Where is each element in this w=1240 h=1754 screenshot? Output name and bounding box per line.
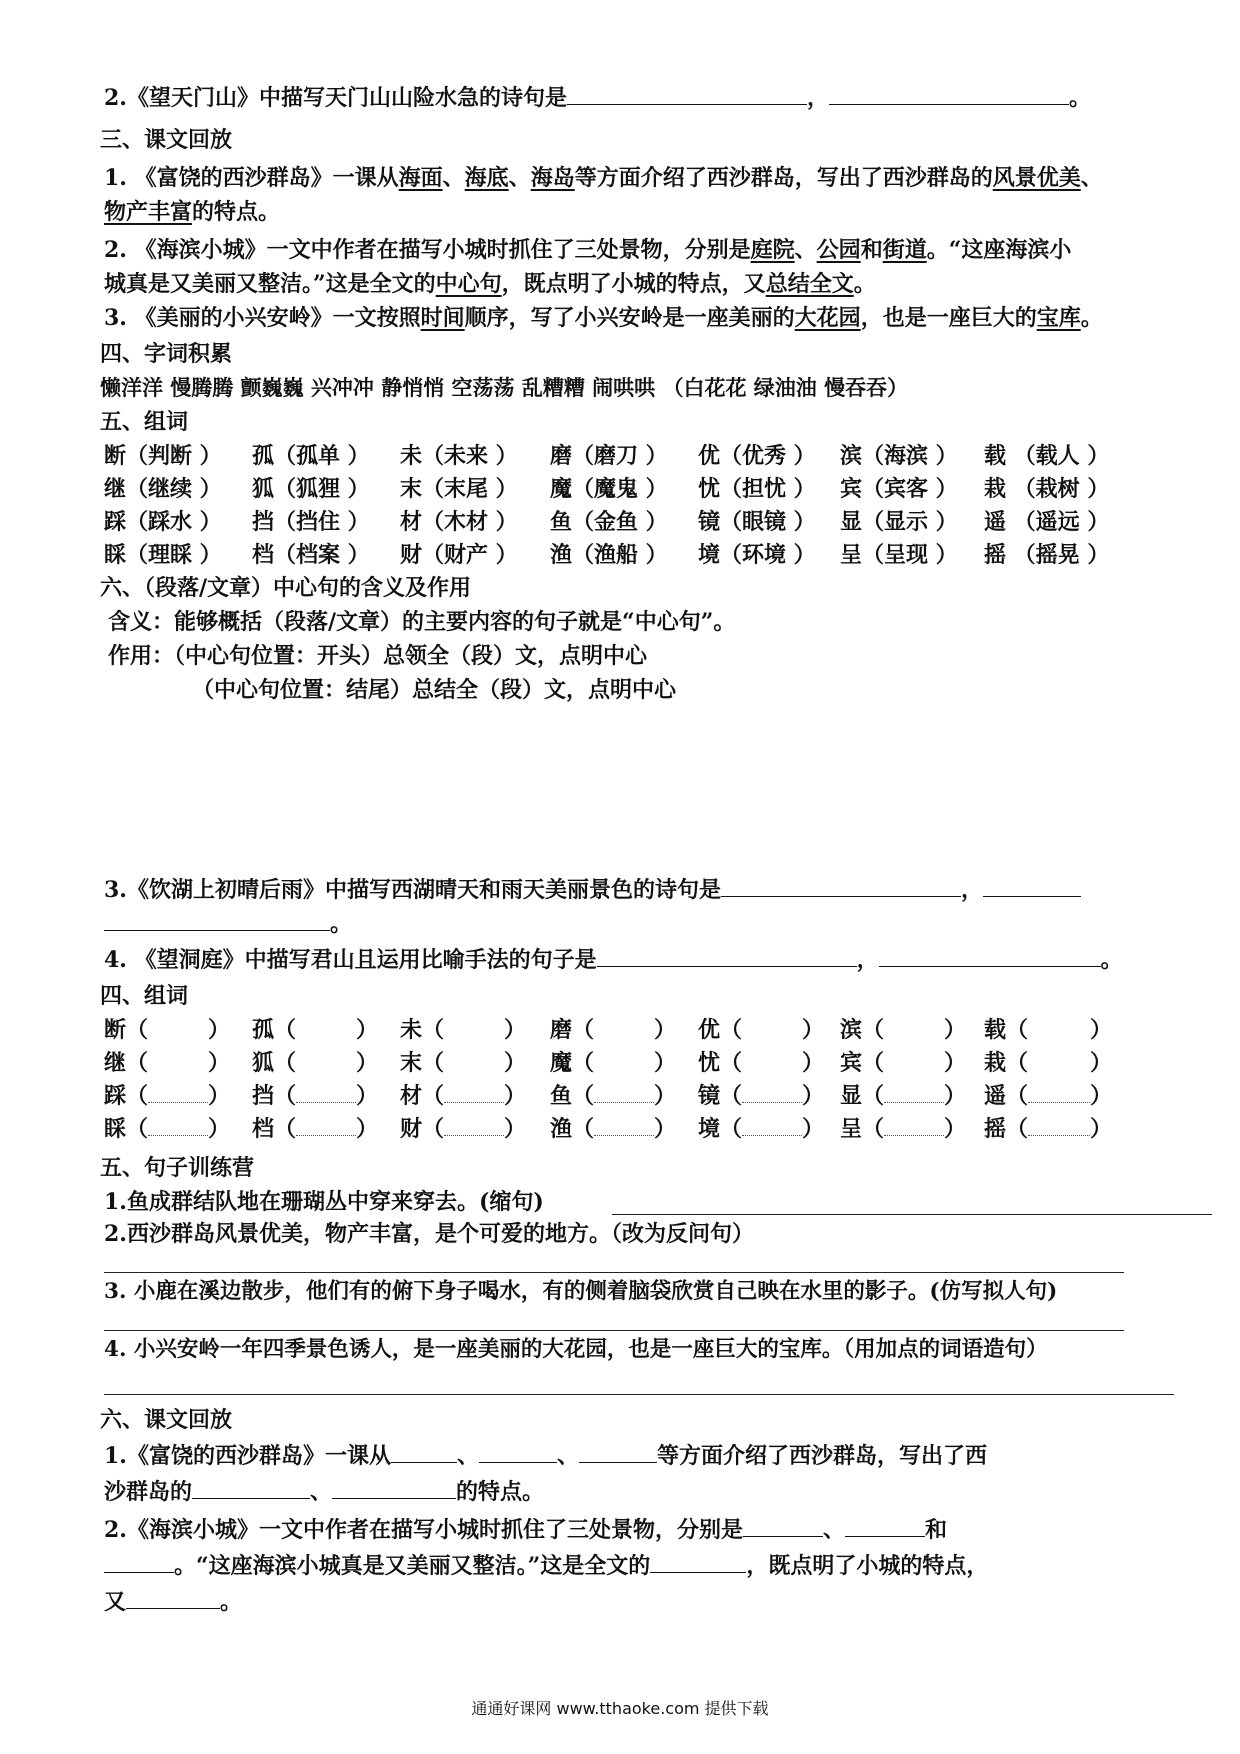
zuci-blank-cell bbox=[252, 1014, 378, 1046]
paren-close: ） bbox=[802, 1050, 825, 1076]
paren-open: （ bbox=[1006, 1017, 1029, 1043]
zuci-answer-cell: 末（末尾 ） bbox=[400, 476, 518, 502]
zuci-char: 境 bbox=[698, 1116, 721, 1142]
zuci-answer-cell: 磨（磨刀 ） bbox=[550, 443, 668, 469]
zuci-answer-cell: 显（显示 ） bbox=[840, 509, 958, 535]
zuci-answer-cell: 孤（孤单 ） bbox=[252, 443, 370, 469]
paren-open: （ bbox=[126, 1083, 149, 1109]
paren-open: （ bbox=[126, 1050, 149, 1076]
zuci-char: 宾 bbox=[840, 1050, 863, 1076]
zuci-blank-cell bbox=[104, 1014, 230, 1046]
paren-open: （ bbox=[274, 1050, 297, 1076]
paren-close: ） bbox=[802, 1017, 825, 1043]
answer-line[interactable] bbox=[104, 1330, 1124, 1331]
answer-blank[interactable] bbox=[104, 1550, 174, 1573]
paren-open: （ bbox=[572, 1116, 595, 1142]
paren-close: ） bbox=[944, 1116, 967, 1142]
paren-close: ） bbox=[208, 1050, 231, 1076]
recall-blank-line: 。“这座海滨小城真是又美丽又整洁。”这是全文的 ，既点明了小城的特点， bbox=[104, 1550, 1240, 1582]
question-2-line: 2.《望天门山》中描写天门山山险水急的诗句是 ， 。 bbox=[104, 82, 1240, 114]
paren-close: ） bbox=[208, 1116, 231, 1142]
paren-open: （ bbox=[1006, 1050, 1029, 1076]
recall-blank-line: 1.《富饶的西沙群岛》一课从 、 、 等方面介绍了西沙群岛，写出了西 bbox=[104, 1440, 1240, 1472]
zuci-blank-cell bbox=[698, 1014, 824, 1046]
zuci-blank-cell bbox=[984, 1047, 1112, 1079]
zuci-char: 挡 bbox=[252, 1083, 275, 1109]
sentence-2: 2.西沙群岛风景优美，物产丰富，是个可爱的地方。（改为反问句） bbox=[104, 1221, 754, 1247]
recall-line: 2. 《海滨小城》一文中作者在描写小城时抓住了三处景物，分别是庭院、公园和街道。“这座海滨小 bbox=[104, 237, 1072, 263]
zuci-char: 遥 bbox=[984, 1083, 1007, 1109]
paren-open: （ bbox=[274, 1017, 297, 1043]
section-title: 六、课文回放 bbox=[100, 1407, 233, 1433]
answer-gap[interactable] bbox=[884, 1082, 944, 1103]
zuci-answer-cell: 遥 （遥远 ） bbox=[984, 509, 1110, 535]
zuci-char: 断 bbox=[104, 1017, 127, 1043]
question-3-line-2: 。 bbox=[104, 908, 1240, 940]
zuci-answer-cell: 鱼（金鱼 ） bbox=[550, 509, 668, 535]
answer-blank[interactable] bbox=[391, 1440, 457, 1463]
zuci-char: 优 bbox=[698, 1017, 721, 1043]
zuci-blank-cell bbox=[400, 1080, 526, 1112]
zuci-answer-cell: 狐（狐狸 ） bbox=[252, 476, 370, 502]
zuci-answer-cell: 优（优秀 ） bbox=[698, 443, 816, 469]
zuci-blank-cell bbox=[104, 1113, 230, 1145]
section-title: 四、字词积累 bbox=[100, 341, 233, 367]
answer-line[interactable] bbox=[104, 1394, 1174, 1395]
sentence-3: 3. 小鹿在溪边散步，他们有的俯下身子喝水，有的侧着脑袋欣赏自己映在水里的影子。(仿写拟人句) bbox=[104, 1279, 1058, 1304]
zuci-char: 滨 bbox=[840, 1017, 863, 1043]
answer-gap[interactable] bbox=[742, 1115, 802, 1136]
paren-close: ） bbox=[504, 1050, 527, 1076]
zuci-answer-cell: 滨（海滨 ） bbox=[840, 443, 958, 469]
paren-close: ） bbox=[504, 1017, 527, 1043]
zuci-char: 魔 bbox=[550, 1050, 573, 1076]
zuci-blank-cell bbox=[840, 1014, 966, 1046]
paren-open: （ bbox=[1006, 1116, 1029, 1142]
answer-blank[interactable] bbox=[983, 874, 1081, 897]
answer-blank[interactable] bbox=[579, 1440, 657, 1463]
recall-blank-line: 又 。 bbox=[104, 1586, 1240, 1618]
zuci-answer-cell: 载 （载人 ） bbox=[984, 443, 1110, 469]
zuci-blank-cell bbox=[252, 1047, 378, 1079]
answer-blank[interactable] bbox=[597, 944, 857, 967]
paren-close: ） bbox=[1090, 1116, 1113, 1142]
paren-open: （ bbox=[862, 1083, 885, 1109]
zuci-blank-cell bbox=[984, 1113, 1112, 1145]
zuci-blank-cell bbox=[550, 1113, 676, 1145]
question-4-line: 4. 《望洞庭》中描写君山且运用比喻手法的句子是 ， 。 bbox=[104, 944, 1240, 976]
zuci-blank-cell bbox=[400, 1113, 526, 1145]
zuci-blank-cell bbox=[400, 1047, 526, 1079]
paren-close: ） bbox=[356, 1116, 379, 1142]
paren-open: （ bbox=[720, 1083, 743, 1109]
zuci-blank-cell bbox=[840, 1113, 966, 1145]
zuci-answer-cell: 栽 （栽树 ） bbox=[984, 476, 1110, 502]
zuci-answer-cell: 渔（渔船 ） bbox=[550, 542, 668, 568]
zuci-blank-cell bbox=[984, 1014, 1112, 1046]
zuci-char: 狐 bbox=[252, 1050, 275, 1076]
answer-blank[interactable] bbox=[743, 1514, 823, 1537]
zuci-char: 孤 bbox=[252, 1017, 275, 1043]
zuci-char: 继 bbox=[104, 1050, 127, 1076]
zuci-char: 载 bbox=[984, 1017, 1007, 1043]
zuci-blank-cell bbox=[252, 1113, 378, 1145]
paren-open: （ bbox=[422, 1116, 445, 1142]
paren-close: ） bbox=[654, 1083, 677, 1109]
section-title: 六、（段落/文章）中心句的含义及作用 bbox=[100, 575, 472, 601]
recall-line: 1. 《富饶的西沙群岛》一课从海面、海底、海岛等方面介绍了西沙群岛，写出了西沙群岛的风景优美、 bbox=[104, 165, 1103, 191]
paren-open: （ bbox=[862, 1116, 885, 1142]
zuci-answer-cell: 档（档案 ） bbox=[252, 542, 370, 568]
answer-blank[interactable] bbox=[104, 908, 330, 931]
sentence-1: 1.鱼成群结队地在珊瑚丛中穿来穿去。(缩句) bbox=[104, 1189, 544, 1215]
paren-close: ） bbox=[944, 1050, 967, 1076]
zuci-answer-cell: 睬（理睬 ） bbox=[104, 542, 222, 568]
zuci-blank-cell bbox=[550, 1047, 676, 1079]
zuci-blank-cell bbox=[104, 1080, 230, 1112]
answer-blank[interactable] bbox=[126, 1586, 220, 1609]
section-title: 四、组词 bbox=[100, 983, 189, 1009]
answer-blank[interactable] bbox=[829, 82, 1069, 105]
recall-blank-line: 2.《海滨小城》一文中作者在描写小城时抓住了三处景物，分别是 、 和 bbox=[104, 1514, 1240, 1546]
zuci-char: 显 bbox=[840, 1083, 863, 1109]
footer-credit: 通通好课网 www.tthaoke.com 提供下载 bbox=[471, 1699, 769, 1718]
zuci-blank-cell bbox=[104, 1047, 230, 1079]
recall-line: 城真是又美丽又整洁。”这是全文的中心句，既点明了小城的特点，又总结全文。 bbox=[104, 271, 876, 297]
zuci-blank-cell bbox=[698, 1113, 824, 1145]
paren-close: ） bbox=[356, 1017, 379, 1043]
recall-line: 3. 《美丽的小兴安岭》一文按照时间顺序，写了小兴安岭是一座美丽的大花园，也是一座巨大的宝库。 bbox=[104, 305, 1103, 331]
zuci-blank-cell bbox=[550, 1080, 676, 1112]
answer-blank[interactable] bbox=[721, 874, 961, 897]
answer-blank[interactable] bbox=[567, 82, 807, 105]
zuci-char: 踩 bbox=[104, 1083, 127, 1109]
paren-close: ） bbox=[1090, 1017, 1113, 1043]
zuci-char: 睬 bbox=[104, 1116, 127, 1142]
paren-open: （ bbox=[572, 1083, 595, 1109]
recall-blank-line: 沙群岛的 、 的特点。 bbox=[104, 1476, 1240, 1508]
section-title: 三、课文回放 bbox=[100, 127, 233, 153]
zuci-answer-cell: 挡（挡住 ） bbox=[252, 509, 370, 535]
zuci-char: 镜 bbox=[698, 1083, 721, 1109]
zuci-answer-cell: 材（木材 ） bbox=[400, 509, 518, 535]
zuci-char: 磨 bbox=[550, 1017, 573, 1043]
answer-blank[interactable] bbox=[650, 1550, 746, 1573]
paren-close: ） bbox=[802, 1116, 825, 1142]
zuci-answer-cell: 未（未来 ） bbox=[400, 443, 518, 469]
answer-line[interactable] bbox=[104, 1272, 1124, 1273]
paren-close: ） bbox=[504, 1083, 527, 1109]
zuci-char: 摇 bbox=[984, 1116, 1007, 1142]
paren-open: （ bbox=[720, 1050, 743, 1076]
zuci-char: 财 bbox=[400, 1116, 423, 1142]
paren-open: （ bbox=[572, 1050, 595, 1076]
zuci-blank-cell bbox=[550, 1014, 676, 1046]
answer-blank[interactable] bbox=[479, 1440, 557, 1463]
answer-gap[interactable] bbox=[444, 1082, 504, 1103]
section-title: 五、组词 bbox=[100, 409, 189, 435]
recall-line: 物产丰富的特点。 bbox=[104, 199, 281, 225]
zuci-char: 忧 bbox=[698, 1050, 721, 1076]
paren-open: （ bbox=[862, 1017, 885, 1043]
paren-close: ） bbox=[208, 1083, 231, 1109]
zuci-char: 材 bbox=[400, 1083, 423, 1109]
answer-gap[interactable] bbox=[594, 1082, 654, 1103]
zuci-blank-cell bbox=[698, 1080, 824, 1112]
zuci-answer-cell: 镜（眼镜 ） bbox=[698, 509, 816, 535]
answer-gap[interactable] bbox=[884, 1115, 944, 1136]
paren-close: ） bbox=[654, 1050, 677, 1076]
zuci-char: 档 bbox=[252, 1116, 275, 1142]
answer-gap[interactable] bbox=[444, 1115, 504, 1136]
zuci-char: 鱼 bbox=[550, 1083, 573, 1109]
question-3-line: 3.《饮湖上初晴后雨》中描写西湖晴天和雨天美丽景色的诗句是 ， bbox=[104, 874, 1240, 906]
zuci-answer-cell: 踩（踩水 ） bbox=[104, 509, 222, 535]
answer-line[interactable] bbox=[612, 1214, 1212, 1215]
zuci-answer-cell: 财（财产 ） bbox=[400, 542, 518, 568]
paren-open: （ bbox=[422, 1050, 445, 1076]
zuci-answer-cell: 呈（呈现 ） bbox=[840, 542, 958, 568]
paren-close: ） bbox=[654, 1116, 677, 1142]
word-list: 懒洋洋 慢腾腾 颤巍巍 兴冲冲 静悄悄 空荡荡 乱糟糟 闹哄哄 （白花花 绿油油 慢吞吞） bbox=[100, 375, 909, 400]
paren-close: ） bbox=[1090, 1083, 1113, 1109]
answer-gap[interactable] bbox=[148, 1115, 208, 1136]
paren-open: （ bbox=[126, 1017, 149, 1043]
paren-open: （ bbox=[1006, 1083, 1029, 1109]
meaning-text: 含义：能够概括（段落/文章）的主要内容的句子就是“中心句”。 bbox=[108, 609, 736, 635]
answer-blank[interactable] bbox=[879, 944, 1101, 967]
zuci-blank-cell bbox=[840, 1080, 966, 1112]
zuci-blank-cell bbox=[400, 1014, 526, 1046]
paren-close: ） bbox=[654, 1017, 677, 1043]
answer-gap[interactable] bbox=[296, 1115, 356, 1136]
zuci-blank-cell bbox=[698, 1047, 824, 1079]
paren-close: ） bbox=[802, 1083, 825, 1109]
paren-close: ） bbox=[356, 1083, 379, 1109]
paren-open: （ bbox=[422, 1083, 445, 1109]
paren-open: （ bbox=[274, 1083, 297, 1109]
paren-open: （ bbox=[572, 1017, 595, 1043]
zuci-char: 渔 bbox=[550, 1116, 573, 1142]
paren-open: （ bbox=[422, 1017, 445, 1043]
zuci-answer-cell: 断（判断 ） bbox=[104, 443, 222, 469]
zuci-answer-cell: 宾（宾客 ） bbox=[840, 476, 958, 502]
paren-open: （ bbox=[126, 1116, 149, 1142]
zuci-answer-cell: 摇 （摇晃 ） bbox=[984, 542, 1110, 568]
zuci-answer-cell: 忧（担忧 ） bbox=[698, 476, 816, 502]
answer-gap[interactable] bbox=[1028, 1082, 1090, 1103]
answer-gap[interactable] bbox=[148, 1082, 208, 1103]
paren-close: ） bbox=[944, 1017, 967, 1043]
paren-open: （ bbox=[720, 1116, 743, 1142]
answer-blank[interactable] bbox=[845, 1514, 925, 1537]
zuci-blank-cell bbox=[252, 1080, 378, 1112]
zuci-blank-cell bbox=[840, 1047, 966, 1079]
answer-blank[interactable] bbox=[332, 1476, 456, 1499]
answer-blank[interactable] bbox=[192, 1476, 310, 1499]
answer-gap[interactable] bbox=[296, 1082, 356, 1103]
use-text: 作用：（中心句位置：开头）总领全（段）文，点明中心 bbox=[108, 643, 648, 669]
paren-close: ） bbox=[356, 1050, 379, 1076]
answer-gap[interactable] bbox=[742, 1082, 802, 1103]
answer-gap[interactable] bbox=[1028, 1115, 1090, 1136]
paren-close: ） bbox=[208, 1017, 231, 1043]
zuci-answer-cell: 魔（魔鬼 ） bbox=[550, 476, 668, 502]
paren-open: （ bbox=[720, 1017, 743, 1043]
zuci-answer-cell: 继（继续 ） bbox=[104, 476, 222, 502]
answer-gap[interactable] bbox=[594, 1115, 654, 1136]
zuci-answer-cell: 境（环境 ） bbox=[698, 542, 816, 568]
section-title: 五、句子训练营 bbox=[100, 1155, 255, 1181]
paren-close: ） bbox=[1090, 1050, 1113, 1076]
zuci-blank-cell bbox=[984, 1080, 1112, 1112]
paren-open: （ bbox=[274, 1116, 297, 1142]
zuci-char: 栽 bbox=[984, 1050, 1007, 1076]
sentence-4: 4. 小兴安岭一年四季景色诱人，是一座美丽的大花园，也是一座巨大的宝库。（用加点的词语造句） bbox=[104, 1337, 1048, 1362]
paren-close: ） bbox=[944, 1083, 967, 1109]
paren-open: （ bbox=[862, 1050, 885, 1076]
use-text: （中心句位置：结尾）总结全（段）文，点明中心 bbox=[192, 677, 677, 703]
zuci-char: 呈 bbox=[840, 1116, 863, 1142]
paren-close: ） bbox=[504, 1116, 527, 1142]
zuci-char: 未 bbox=[400, 1017, 423, 1043]
zuci-char: 末 bbox=[400, 1050, 423, 1076]
